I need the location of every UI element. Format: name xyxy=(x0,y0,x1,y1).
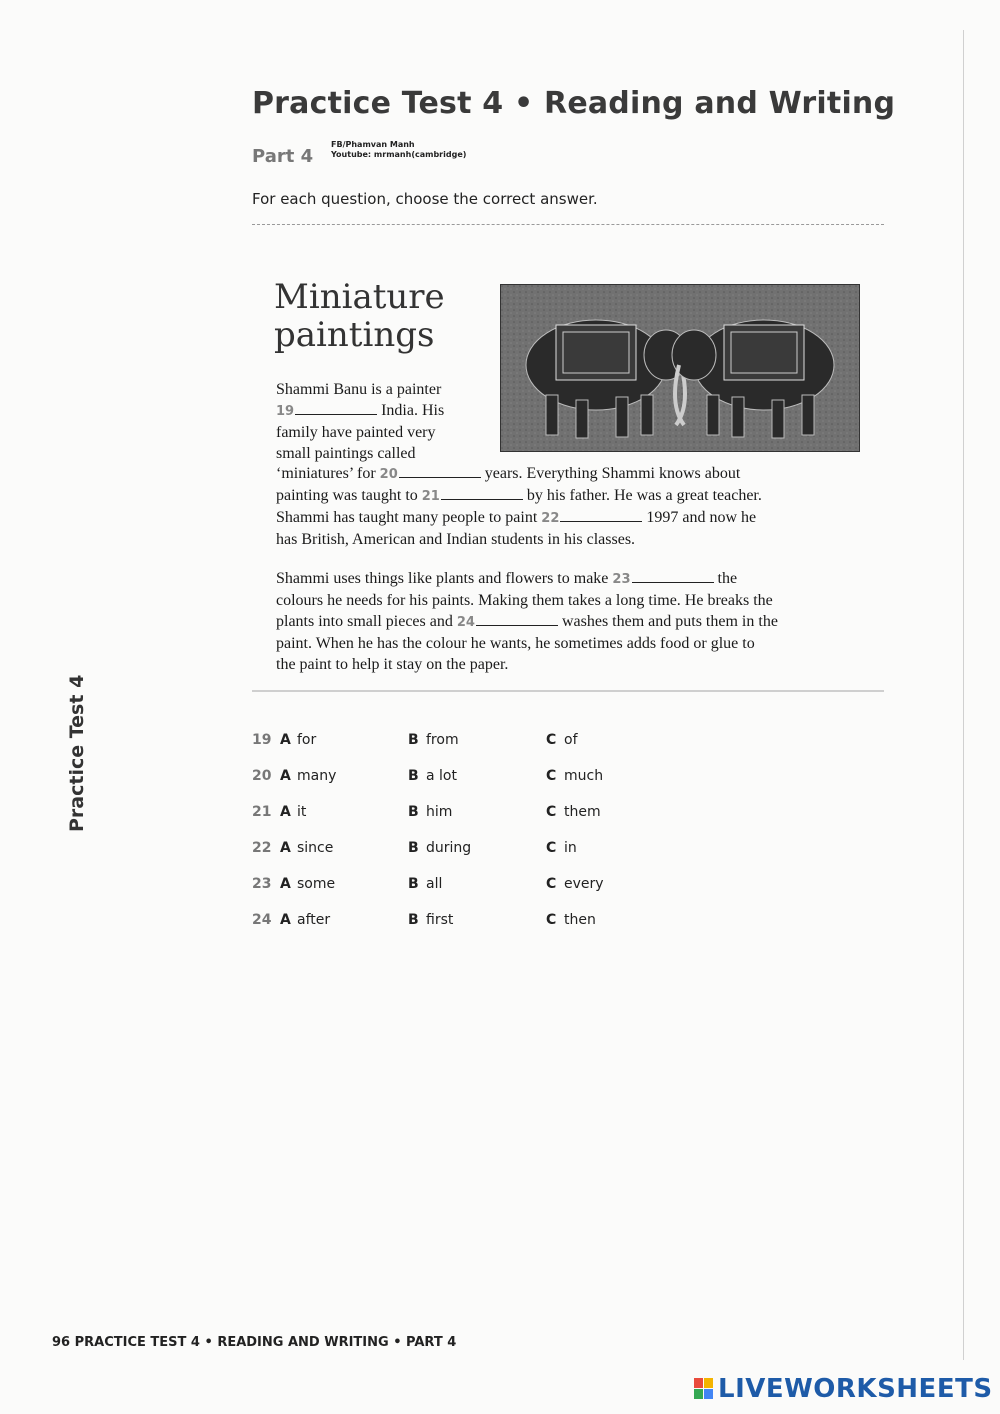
article-line-text: by his father. He was a great teacher. xyxy=(526,487,762,504)
option-letter: C xyxy=(546,768,557,784)
answer-blank-22[interactable] xyxy=(560,509,642,522)
option-a[interactable]: some xyxy=(297,876,336,892)
option-c[interactable]: them xyxy=(564,804,601,820)
article-line-text: painting was taught to xyxy=(276,487,418,504)
option-letter: A xyxy=(280,732,291,748)
option-a[interactable]: for xyxy=(297,732,317,748)
option-letter: A xyxy=(280,768,291,784)
option-letter: C xyxy=(546,912,557,928)
option-letter: B xyxy=(408,912,419,928)
article-line xyxy=(276,400,496,422)
answer-blank-21[interactable] xyxy=(441,487,523,500)
article-intro xyxy=(276,379,496,464)
article-line-text: Shammi has taught many people to paint xyxy=(276,509,538,526)
article-line-text: washes them and puts them in the xyxy=(561,613,778,630)
article-line: paint. When he has the colour he wants, he sometimes adds food or glue to xyxy=(276,635,755,652)
article-line-text: the xyxy=(717,570,738,587)
article-line xyxy=(276,568,866,590)
article-line: small paintings called xyxy=(276,445,416,462)
answer-blank-20[interactable] xyxy=(399,465,481,478)
option-letter: C xyxy=(546,732,557,748)
page-footer: 96 PRACTICE TEST 4 • READING AND WRITING • PART 4 xyxy=(52,1335,457,1350)
article-line: Shammi Banu is a painter xyxy=(276,381,442,398)
option-letter: B xyxy=(408,804,419,820)
question-number: 20 xyxy=(379,467,398,482)
article-title-line: paintings xyxy=(274,315,435,355)
page-title: Practice Test 4 • Reading and Writing xyxy=(252,86,896,121)
question-number: 20 xyxy=(252,768,272,784)
answer-blank-23[interactable] xyxy=(632,570,714,583)
credit-line: FB/Phamvan Manh xyxy=(331,140,415,149)
article-paragraph-1 xyxy=(276,463,866,550)
option-letter: C xyxy=(546,804,557,820)
option-b[interactable]: first xyxy=(426,912,454,928)
question-number: 21 xyxy=(252,804,272,820)
question-number: 19 xyxy=(276,404,295,419)
option-letter: A xyxy=(280,840,291,856)
credit-line: Youtube: mrmanh(cambridge) xyxy=(331,150,467,159)
answer-blank-19[interactable] xyxy=(295,402,377,415)
option-b[interactable]: all xyxy=(426,876,443,892)
option-letter: B xyxy=(408,768,419,784)
article-line: colours he needs for his paints. Making them takes a long time. He breaks the xyxy=(276,592,773,609)
elephant-painting-image xyxy=(500,284,860,452)
option-letter: C xyxy=(546,876,557,892)
article-line: family have painted very xyxy=(276,424,436,441)
option-letter: B xyxy=(408,876,419,892)
article-line-text: Shammi uses things like plants and flowers to make xyxy=(276,570,609,587)
article-paragraph-2 xyxy=(276,568,866,675)
brand-text: LIVEWORKSHEETS xyxy=(718,1374,993,1404)
option-c[interactable]: then xyxy=(564,912,596,928)
article-line xyxy=(276,611,866,633)
article-line xyxy=(276,463,866,485)
option-c[interactable]: of xyxy=(564,732,578,748)
option-a[interactable]: it xyxy=(297,804,307,820)
article-line-text: years. Everything Shammi knows about xyxy=(484,465,741,482)
credit-block xyxy=(331,140,466,160)
option-c[interactable]: every xyxy=(564,876,604,892)
option-c[interactable]: much xyxy=(564,768,604,784)
question-number: 23 xyxy=(252,876,272,892)
question-number: 24 xyxy=(456,615,475,630)
option-a[interactable]: since xyxy=(297,840,334,856)
option-a[interactable]: many xyxy=(297,768,337,784)
question-number: 24 xyxy=(252,912,272,928)
option-b[interactable]: from xyxy=(426,732,459,748)
answer-blank-24[interactable] xyxy=(476,613,558,626)
option-a[interactable]: after xyxy=(297,912,331,928)
question-number: 22 xyxy=(541,511,560,526)
article-title-line: Miniature xyxy=(274,277,445,317)
brand-watermark xyxy=(718,1374,993,1404)
instruction-text: For each question, choose the correct answer. xyxy=(252,190,598,208)
option-letter: A xyxy=(280,912,291,928)
liveworksheets-logo-icon xyxy=(694,1378,714,1400)
article-line xyxy=(276,507,866,529)
article-line: the paint to help it stay on the paper. xyxy=(276,656,509,673)
option-letter: A xyxy=(280,876,291,892)
part-label: Part 4 xyxy=(252,146,314,167)
divider xyxy=(252,224,884,225)
article-line-text: India. His xyxy=(381,402,445,419)
option-c[interactable]: in xyxy=(564,840,577,856)
article-line-text: 1997 and now he xyxy=(646,509,757,526)
option-b[interactable]: him xyxy=(426,804,453,820)
card-bottom-edge xyxy=(252,690,884,692)
option-b[interactable]: a lot xyxy=(426,768,457,784)
page-edge-line xyxy=(963,30,964,1360)
question-number: 23 xyxy=(612,572,631,587)
question-number: 22 xyxy=(252,840,272,856)
article-line: has British, American and Indian students in his classes. xyxy=(276,531,636,548)
option-letter: B xyxy=(408,840,419,856)
option-b[interactable]: during xyxy=(426,840,472,856)
question-number: 21 xyxy=(421,489,440,504)
side-section-label: Practice Test 4 xyxy=(66,674,88,832)
option-letter: B xyxy=(408,732,419,748)
option-letter: A xyxy=(280,804,291,820)
question-number: 19 xyxy=(252,732,272,748)
article-title xyxy=(274,278,445,354)
article-line-text: plants into small pieces and xyxy=(276,613,453,630)
article-line-text: ‘miniatures’ for xyxy=(276,465,376,482)
article-line xyxy=(276,485,866,507)
option-letter: C xyxy=(546,840,557,856)
